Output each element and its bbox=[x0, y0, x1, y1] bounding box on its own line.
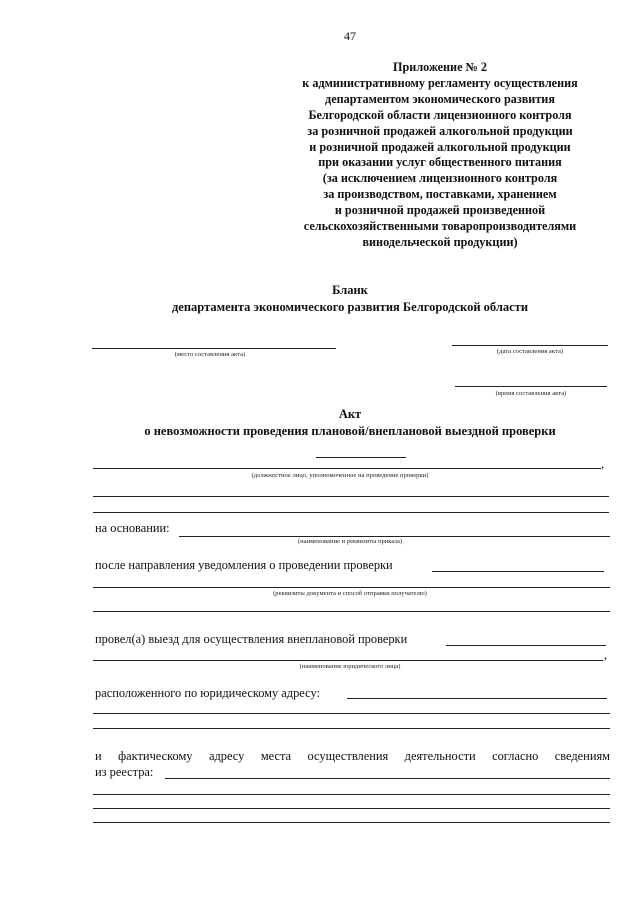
legal-address-line-2[interactable] bbox=[93, 713, 610, 714]
time-line[interactable] bbox=[455, 386, 607, 387]
appendix-line: и розничной продажей алкогольной продукции bbox=[309, 139, 571, 154]
appendix-line: сельскохозяйственными товаропроизводителями bbox=[303, 219, 577, 234]
place-line[interactable] bbox=[92, 348, 336, 349]
blank-title: Бланк bbox=[332, 283, 368, 297]
actual-address-label: и фактическому адресу места осуществления деятельности согласно сведениям bbox=[95, 749, 610, 763]
appendix-line: за розничной продажей алкогольной продукции bbox=[307, 123, 573, 138]
appendix-line: за производством, поставками, хранением bbox=[323, 187, 557, 202]
blank-heading bbox=[0, 282, 640, 316]
appendix-title: Приложение № 2 bbox=[393, 60, 487, 74]
visit-label: провел(а) выезд для осуществления внеплановой проверки bbox=[95, 632, 408, 646]
appendix-line: винодельческой продукции) bbox=[362, 234, 518, 249]
act-heading bbox=[0, 406, 640, 440]
order-caption: (наименование и реквизиты приказа) bbox=[297, 538, 403, 545]
legal-address-line-3[interactable] bbox=[93, 728, 610, 729]
actual-address-line-4[interactable] bbox=[93, 822, 610, 823]
time-caption: (время составления акта) bbox=[495, 390, 567, 397]
appendix-line: при оказании услуг общественного питания bbox=[318, 155, 562, 170]
appendix-line: (за исключением лицензионного контроля bbox=[322, 171, 558, 186]
place-caption: (место составления акта) bbox=[174, 351, 246, 358]
legal-address-label: расположенного по юридическому адресу: bbox=[95, 686, 320, 700]
visit-line[interactable] bbox=[446, 645, 606, 646]
act-subtitle: о невозможности проведения плановой/внеплановой выездной проверки bbox=[144, 424, 556, 438]
act-title: Акт bbox=[338, 407, 362, 421]
act-number-line[interactable] bbox=[316, 457, 406, 458]
notice-label: после направления уведомления о проведении проверки bbox=[95, 558, 393, 572]
appendix-line: и розничной продажей произведенной bbox=[334, 203, 546, 218]
official-caption: (должностное лицо, уполномоченное на проведение проверки) bbox=[251, 472, 429, 479]
appendix-line: Белгородской области лицензионного контроля bbox=[308, 107, 572, 122]
official-line-2[interactable] bbox=[93, 496, 609, 497]
comma: , bbox=[604, 648, 608, 662]
entity-caption: (наименование юридического лица) bbox=[299, 663, 401, 670]
notice-line-2[interactable] bbox=[93, 587, 610, 588]
date-line[interactable] bbox=[452, 345, 608, 346]
appendix-line: к административному регламенту осуществления bbox=[302, 75, 578, 90]
basis-label: на основании: bbox=[95, 521, 170, 535]
page-number: 47 bbox=[344, 29, 356, 43]
official-line[interactable] bbox=[93, 468, 601, 469]
registry-label: из реестра: bbox=[95, 765, 154, 779]
notice-caption: (реквизиты документа и способ отправки получателю) bbox=[273, 590, 427, 597]
actual-address-line[interactable] bbox=[165, 778, 610, 779]
official-line-3[interactable] bbox=[93, 512, 609, 513]
notice-line[interactable] bbox=[432, 571, 604, 572]
appendix-line: департаментом экономического развития bbox=[325, 91, 555, 106]
basis-line[interactable] bbox=[179, 536, 610, 537]
actual-address-line-2[interactable] bbox=[93, 794, 610, 795]
comma: , bbox=[601, 457, 605, 471]
legal-address-line[interactable] bbox=[347, 698, 607, 699]
date-caption: (дата составления акта) bbox=[496, 348, 564, 355]
blank-subtitle: департамента экономического развития Белгородской области bbox=[171, 300, 529, 314]
notice-line-3[interactable] bbox=[93, 611, 610, 612]
appendix-block bbox=[265, 60, 615, 251]
actual-address-line-3[interactable] bbox=[93, 808, 610, 809]
entity-line[interactable] bbox=[93, 660, 603, 661]
